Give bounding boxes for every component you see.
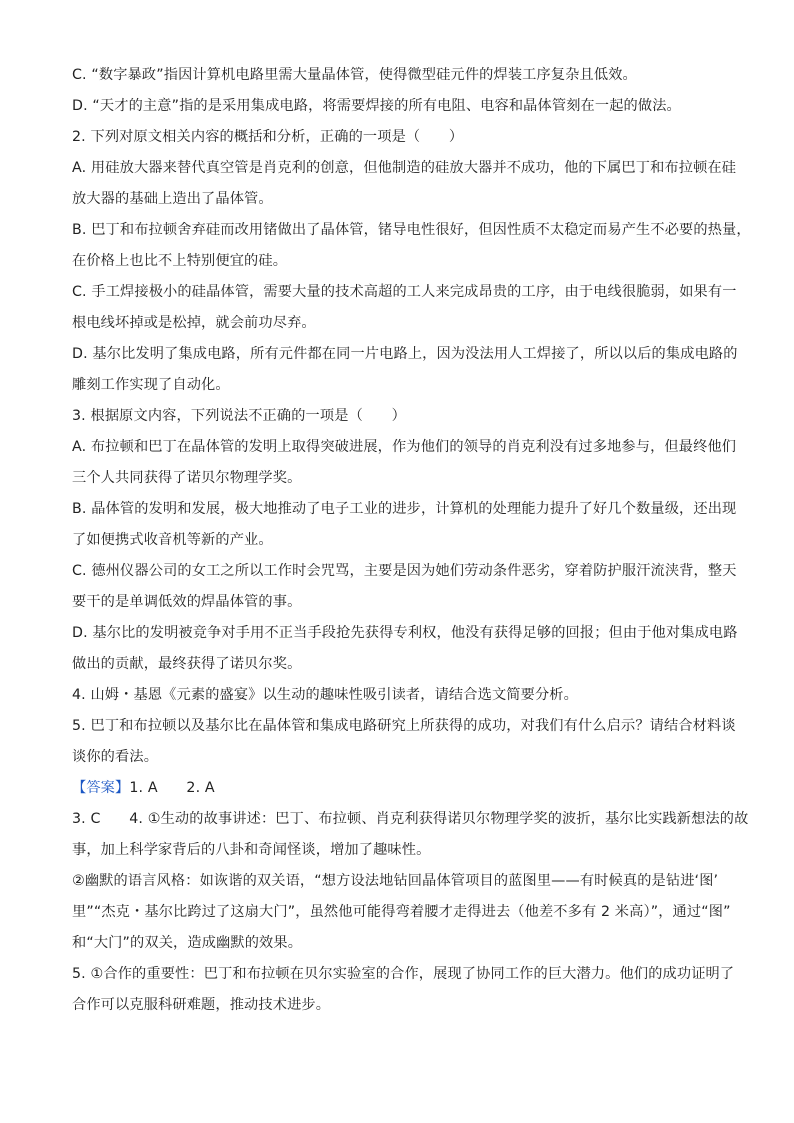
answer-text: 1. A 2. A [129,780,215,796]
text-line: B. 巴丁和布拉顿舍弃硅而改用锗做出了晶体管，锗导电性很好，但因性质不太稳定而易产生不必要的热量， [72,222,751,238]
answer-text-line: 和“大门”的双关，造成幽默的效果。 [72,935,303,951]
text-line: D. “天才的主意”指的是采用集成电路，将需要焊接的所有电阻、电容和晶体管刻在一起的做法。 [72,98,681,114]
text-line: C. “数字暴政”指因计算机电路里需大量晶体管，使得微型硅元件的焊装工序复杂且低效。 [72,67,637,83]
text-line: D. 基尔比发明了集成电路，所有元件都在同一片电路上，因为没法用人工焊接了，所以以后的集成电路的 [72,346,738,362]
answer-text-line: 3. C 4. ①生动的故事讲述：巴丁、布拉顿、肖克利获得诺贝尔物理学奖的波折，基尔比实践新想法的故 [72,811,749,827]
answer-text-line: 5. ①合作的重要性：巴丁和布拉顿在贝尔实验室的合作，展现了协同工作的巨大潜力。他们的成功证明了 [72,966,735,982]
document-page [72,60,751,1021]
question-3: 3. 根据原文内容，下列说法不正确的一项是（ ） [72,408,406,424]
text-line: 做出的贡献，最终获得了诺贝尔奖。 [72,656,302,672]
text-line: C. 手工焊接极小的硅晶体管，需要大量的技术高超的工人来完成昂贵的工序，由于电线很脆弱，如果有一 [72,284,737,300]
answer-text-line: 合作可以克服科研难题，推动技术进步。 [72,997,331,1013]
text-line: 雕刻工作实现了自动化。 [72,377,230,393]
text-line: B. 晶体管的发明和发展，极大地推动了电子工业的进步，计算机的处理能力提升了好几个数量级，还出现 [72,501,737,517]
answer-text-line: ②幽默的语言风格：如诙谐的双关语，“想方设法地钻回晶体管项目的蓝图里——有时候真的是钻进‘图’ [72,873,719,889]
text-line: 在价格上也比不上特别便宜的硅。 [72,253,288,269]
question-5: 5. 巴丁和布拉顿以及基尔比在晶体管和集成电路研究上所获得的成功，对我们有什么启示？请结合材料谈 [72,718,736,734]
text-line: 根电线坏掉或是松掉，就会前功尽弃。 [72,315,316,331]
text-line: 放大器的基础上造出了晶体管。 [72,191,273,207]
text-line: 谈你的看法。 [72,749,159,765]
question-4: 4. 山姆・基恩《元素的盛宴》以生动的趣味性吸引读者，请结合选文简要分析。 [72,687,578,703]
question-2: 2. 下列对原文相关内容的概括和分析，正确的一项是（ ） [72,129,464,145]
text-line: 三个人共同获得了诺贝尔物理学奖。 [72,470,302,486]
text-line: A. 布拉顿和巴丁在晶体管的发明上取得突破进展，作为他们的领导的肖克利没有过多地参与，但最终他们 [72,439,737,455]
text-line: 要干的是单调低效的焊晶体管的事。 [72,594,302,610]
answer-text-line: 里”“杰克・基尔比跨过了这扇大门”，虽然他可能得弯着腰才走得进去（他差不多有 2 米高）”，通过“图” [72,904,731,920]
answer-label: 【答案】 [72,780,130,796]
text-line: D. 基尔比的发明被竞争对手用不正当手段抢先获得专利权，他没有获得足够的回报；但由于他对集成电路 [72,625,738,641]
text-line: A. 用硅放大器来替代真空管是肖克利的创意，但他制造的硅放大器并不成功，他的下属巴丁和布拉顿在硅 [72,160,737,176]
text-line: C. 德州仪器公司的女工之所以工作时会咒骂，主要是因为她们劳动条件恶劣，穿着防护服汗流浃背，整天 [72,563,737,579]
answer-text-line: 事，加上科学家背后的八卦和奇闻怪谈，增加了趣味性。 [72,842,431,858]
text-line: 了如便携式收音机等新的产业。 [72,532,273,548]
answer-line [72,773,724,804]
